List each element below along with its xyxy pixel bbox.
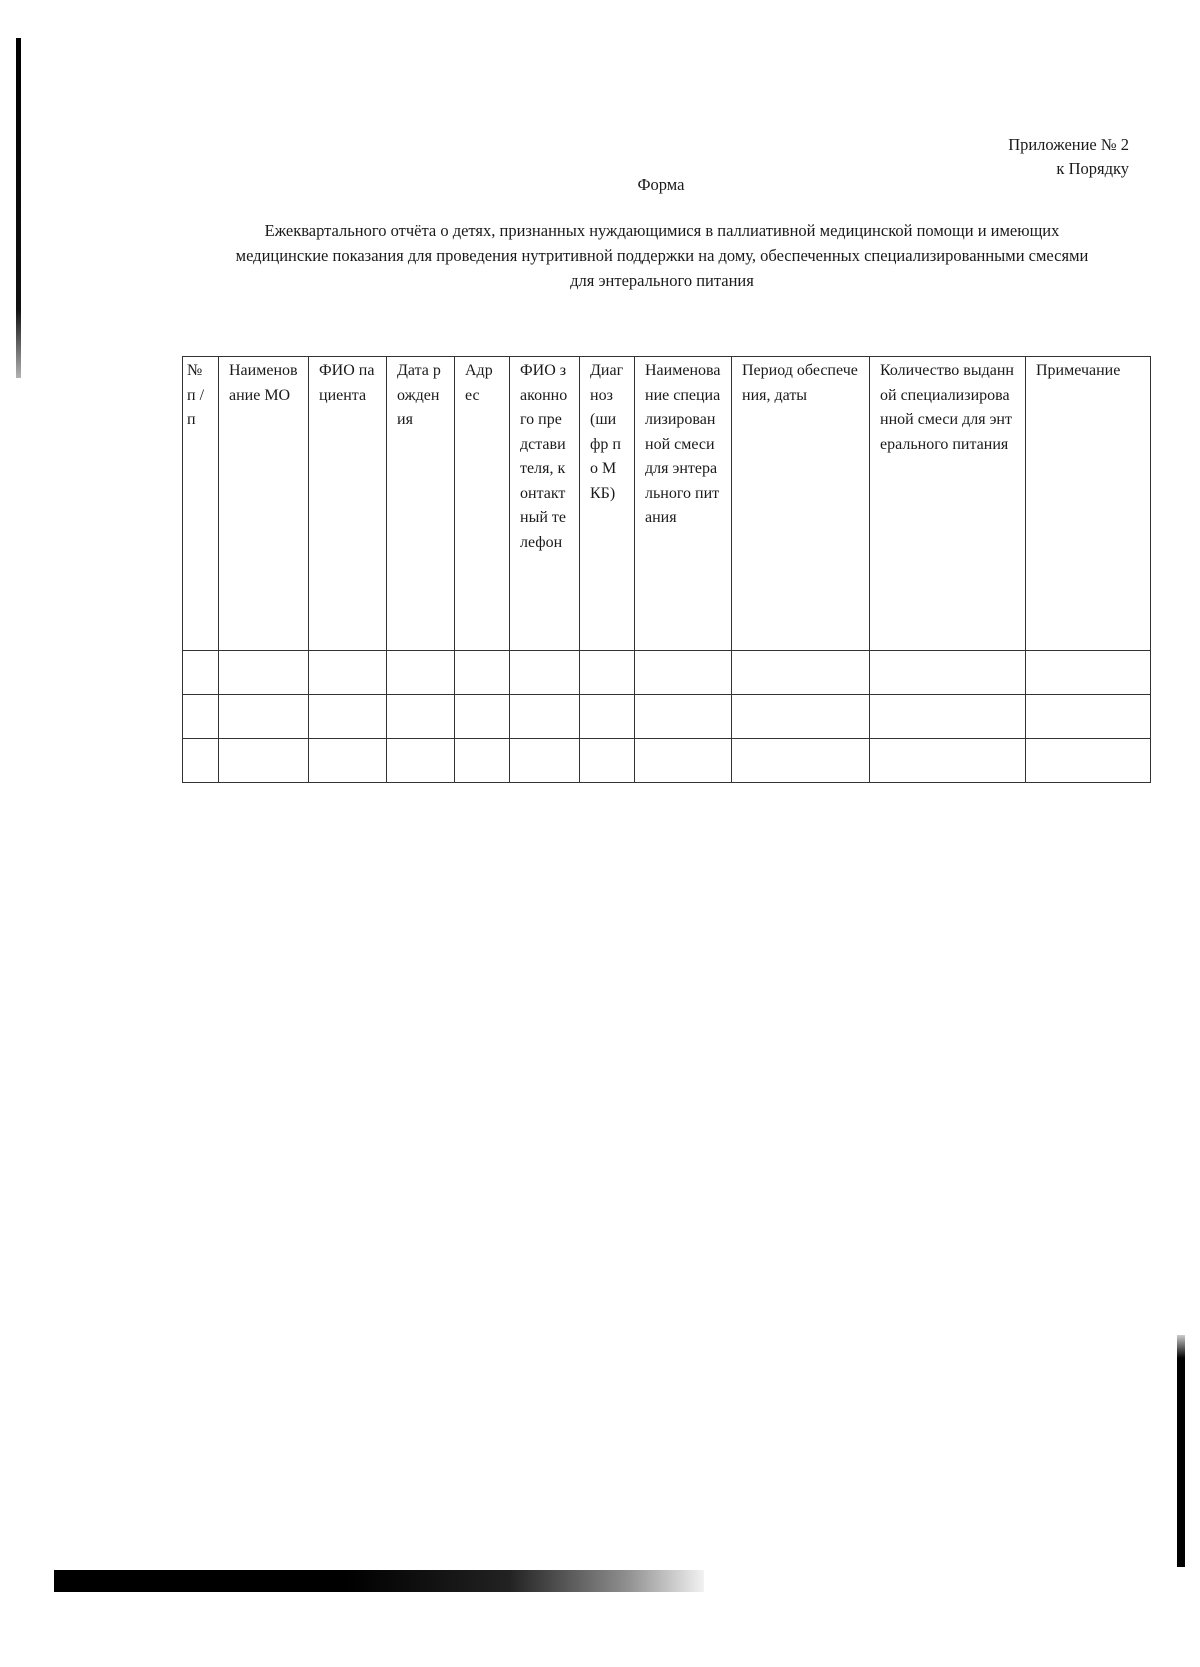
table-cell [732, 739, 870, 783]
table-cell [635, 695, 732, 739]
table-cell [309, 651, 387, 695]
table-cell [635, 739, 732, 783]
header-number: № п / п [183, 357, 219, 651]
table-cell [219, 651, 309, 695]
table-header-row [183, 357, 1151, 651]
header-address: Адрес [455, 357, 510, 651]
form-label: Форма [637, 175, 685, 194]
header-formula-quantity: Количество выданной специализированной смеси для энтерального питания [870, 357, 1026, 651]
table-cell [870, 695, 1026, 739]
table-cell [1026, 695, 1151, 739]
document-title: Ежеквартального отчёта о детях, признанных нуждающимися в паллиативной медицинской помощи и имеющих медицинские показания для проведения нутритивной поддержки на дому, обеспеченных специализированными смесями для энтерального питания [235, 221, 1089, 290]
table-cell [455, 695, 510, 739]
table-cell [183, 739, 219, 783]
table-cell [732, 695, 870, 739]
header-patient-name: ФИО пациента [309, 357, 387, 651]
table-row [183, 695, 1151, 739]
header-note: Примечание [1026, 357, 1151, 651]
header-organization: Наименование МО [219, 357, 309, 651]
table-cell [510, 695, 580, 739]
scan-edge-mark [1177, 1335, 1185, 1567]
scan-edge-mark [16, 38, 21, 378]
table-cell [309, 695, 387, 739]
table-cell [1026, 651, 1151, 695]
header-diagnosis: Диагноз (шифр по МКБ) [580, 357, 635, 651]
table-cell [387, 651, 455, 695]
table-cell [455, 651, 510, 695]
table-cell [219, 739, 309, 783]
table-cell [309, 739, 387, 783]
table-cell [580, 695, 635, 739]
table-row [183, 651, 1151, 695]
table-cell [510, 739, 580, 783]
appendix-reference [1008, 133, 1129, 181]
table-cell [455, 739, 510, 783]
header-formula-name: Наименование специализированной смеси для энтерального питания [635, 357, 732, 651]
appendix-order: к Порядку [1056, 159, 1129, 178]
table-cell [387, 695, 455, 739]
header-birth-date: Дата рождения [387, 357, 455, 651]
table-cell [870, 651, 1026, 695]
header-supply-period: Период обеспечения, даты [732, 357, 870, 651]
table-row [183, 739, 1151, 783]
table-cell [1026, 739, 1151, 783]
table-cell [183, 695, 219, 739]
table-cell [870, 739, 1026, 783]
appendix-number: Приложение № 2 [1008, 135, 1129, 154]
table-cell [510, 651, 580, 695]
table-cell [580, 739, 635, 783]
table-cell [219, 695, 309, 739]
scan-edge-mark [54, 1570, 704, 1592]
report-table [182, 356, 1151, 783]
table-cell [387, 739, 455, 783]
table-cell [732, 651, 870, 695]
header-legal-representative: ФИО законного представителя, контактный телефон [510, 357, 580, 651]
table-cell [580, 651, 635, 695]
table-cell [635, 651, 732, 695]
table-cell [183, 651, 219, 695]
